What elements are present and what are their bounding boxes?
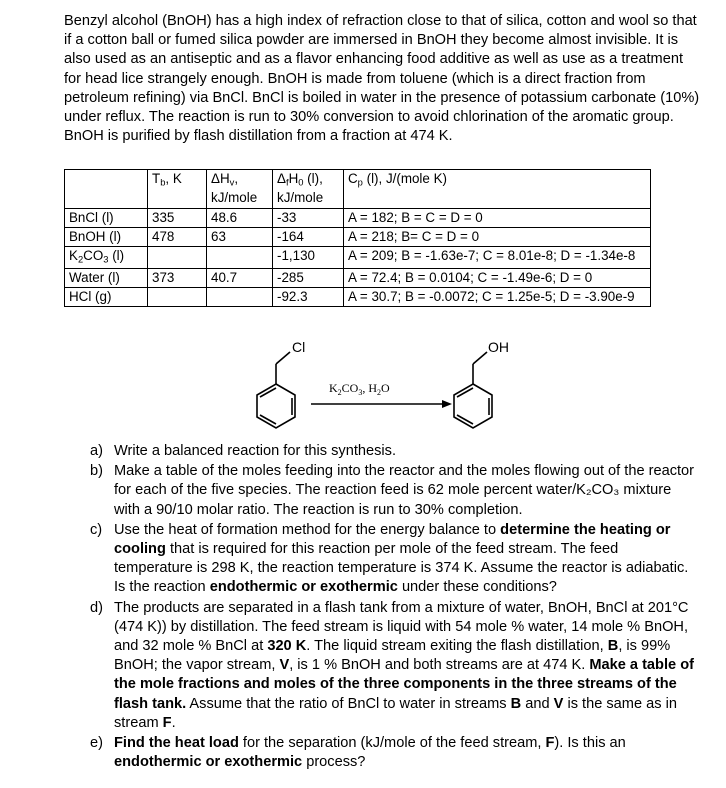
emphasis-text: determine the heating or cooling	[114, 521, 671, 558]
table-row	[65, 288, 651, 307]
cp-cell: A = 182; B = C = D = 0	[344, 209, 651, 228]
question-text: . The liquid stream exiting the flash distillation,	[306, 638, 608, 655]
question-text: and	[521, 695, 554, 712]
properties-table	[64, 169, 651, 307]
emphasis-text: Make a table of the mole fractions and moles of the three components in the three streams of the flash tank.	[114, 657, 694, 712]
table-row	[65, 247, 651, 269]
questions-list	[90, 442, 700, 773]
table-header-row	[65, 170, 651, 209]
emphasis-text: F	[545, 735, 555, 752]
emphasis-text: V	[279, 657, 290, 674]
intro-paragraph: Benzyl alcohol (BnOH) has a high index of refraction close to that of silica, cotton and wool so that if a cotton ball or fumed silica powder are immersed in BnOH they become almost invisible. It is also used as an antiseptic and as a flavor enhancing food additive as well as use as a treatment for head lice strangely enough. BnOH is made from toluene (which is a direct fraction from petroleum refining) via BnCl. BnCl is boiled in water in the presence of potassium carbonate (10%) under reflux. The reaction is run to 30% conversion to avoid chlorination of the aromatic group. BnOH is purified by flash distillation from a fraction at 474 K.	[64, 13, 700, 145]
cp-cell: A = 209; B = -1.63e-7; C = 8.01e-8; D = -1.34e-8	[344, 247, 651, 269]
emphasis-text: 320 K	[267, 638, 307, 655]
header-dhf: $\Delta_fH_0$ (l), kJ/mole	[273, 170, 344, 209]
question-label: d)	[90, 599, 103, 616]
question-label: a)	[90, 443, 103, 459]
question-a	[90, 442, 700, 461]
question-text: for the separation (kJ/mole of the feed stream,	[238, 735, 546, 752]
question-text: is the same as in stream	[114, 695, 677, 731]
reaction-scheme	[216, 338, 576, 433]
species-cell: BnCl (l)	[65, 209, 148, 228]
benzyl-alcohol-structure	[454, 352, 492, 428]
dhv-cell	[207, 247, 273, 269]
cp-cell: A = 218; B= C = D = 0	[344, 228, 651, 247]
question-text: The products are separated in a flash tank from a mixture of water, BnOH, BnCl at 201°C (474 K)) by distillation. The feed stream is liquid with 54 mole % water, 14 mole % BnOH, and 32 mole % BnCl at	[114, 599, 689, 655]
emphasis-text: F	[162, 714, 172, 731]
dhf-cell: -33	[273, 209, 344, 228]
question-text: ). Is this an	[554, 735, 626, 752]
species-cell: HCl (g)	[65, 288, 148, 307]
cp-cell: A = 30.7; B = -0.0072; C = 1.25e-5; D = -3.90e-9	[344, 288, 651, 307]
question-text: Use the heat of formation method for the energy balance to	[114, 521, 501, 538]
intro-block	[64, 12, 704, 146]
table-row	[65, 269, 651, 288]
question-text: , is 99% BnOH; the vapor stream,	[114, 638, 671, 674]
dhf-cell: -285	[273, 269, 344, 288]
dhv-cell: 40.7	[207, 269, 273, 288]
question-text: under these conditions?	[397, 579, 557, 596]
dhf-cell: -1,130	[273, 247, 344, 269]
tb-cell: 478	[148, 228, 207, 247]
emphasis-text: endothermic or exothermic	[114, 754, 303, 771]
emphasis-text: B	[607, 638, 619, 655]
table-row	[65, 209, 651, 228]
tb-cell	[148, 247, 207, 269]
dhv-cell: 63	[207, 228, 273, 247]
hydroxyl-label: OH	[488, 339, 509, 355]
table-row	[65, 228, 651, 247]
emphasis-text: B	[510, 695, 522, 712]
tb-cell: 335	[148, 209, 207, 228]
question-label: e)	[90, 735, 103, 752]
header-tb: $T_b$, K	[148, 170, 207, 209]
emphasis-text: endothermic or exothermic	[209, 579, 398, 596]
header-dhv: $\Delta H_v$, kJ/mole	[207, 170, 273, 209]
question-text: .	[171, 714, 176, 731]
header-species	[65, 170, 148, 209]
question-text: process?	[302, 754, 366, 771]
question-b	[90, 462, 700, 520]
tb-cell	[148, 288, 207, 307]
dhv-cell	[207, 288, 273, 307]
tb-cell: 373	[148, 269, 207, 288]
emphasis-text: V	[553, 695, 564, 712]
benzyl-chloride-structure	[257, 352, 295, 428]
dhf-cell: -92.3	[273, 288, 344, 307]
question-c	[90, 521, 700, 598]
chloro-label: Cl	[292, 339, 306, 355]
question-label: c)	[90, 521, 103, 538]
reagents-label: $K_2CO_3$, $H_2O$	[329, 381, 390, 397]
question-text: Write a balanced reaction for this synthesis.	[114, 443, 397, 459]
question-text: Make a table of the moles feeding into the reactor and the moles flowing out of the reactor for each of the five species. The reaction feed is 62 mole percent water/K₂CO₃ mixture with a 90/10 molar ratio. The reaction is run to 30% completion.	[114, 463, 695, 518]
species-cell: $K_2CO_3$ (l)	[65, 247, 148, 269]
question-text: Assume that the ratio of BnCl to water in streams	[186, 695, 511, 712]
reaction-arrow	[311, 400, 452, 408]
species-cell: Water (l)	[65, 269, 148, 288]
question-d	[90, 599, 700, 733]
question-text: , is 1 % BnOH and both streams are at 474 K.	[289, 657, 590, 674]
emphasis-text: Find the heat load	[114, 735, 239, 752]
species-cell: BnOH (l)	[65, 228, 148, 247]
question-e	[90, 734, 700, 772]
header-cp: $C_p$ (l), J/(mole K)	[344, 170, 651, 209]
question-label: b)	[90, 463, 103, 480]
cp-cell: A = 72.4; B = 0.0104; C = -1.49e-6; D = 0	[344, 269, 651, 288]
dhv-cell: 48.6	[207, 209, 273, 228]
dhf-cell: -164	[273, 228, 344, 247]
question-text: that is required for this reaction per mole of the feed stream. The feed temperature is 298 K, the reaction temperature is 374 K. Assume the reactor is adiabatic. Is the reaction	[114, 541, 689, 596]
